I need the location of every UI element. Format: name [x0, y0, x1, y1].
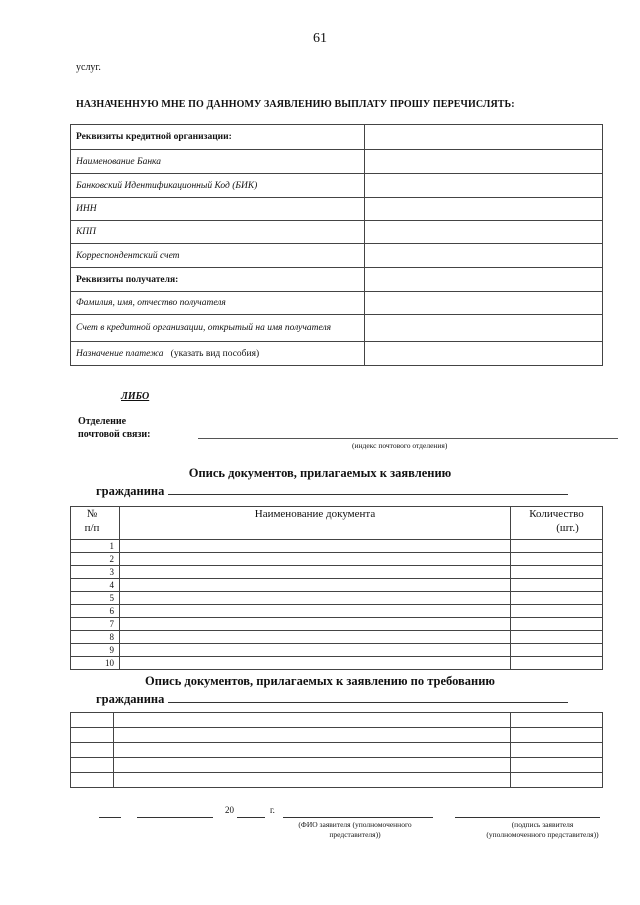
document-name-cell[interactable]: [114, 773, 511, 788]
document-name-cell[interactable]: [120, 553, 511, 566]
inventory-citizen-line: [96, 484, 568, 499]
table-row: [71, 540, 603, 553]
document-name-cell[interactable]: [114, 728, 511, 743]
recipient-name-label: Фамилия, имя, отчество получателя: [71, 292, 365, 315]
recipient-header-value[interactable]: [365, 268, 603, 292]
credit-org-header: Реквизиты кредитной организации:: [71, 125, 365, 150]
quantity-cell[interactable]: [511, 657, 603, 670]
bank-name-label: Наименование Банка: [71, 150, 365, 174]
quantity-cell[interactable]: [511, 728, 603, 743]
quantity-cell[interactable]: [511, 605, 603, 618]
table-row: [71, 631, 603, 644]
col-quantity-header-line2: (шт.): [556, 522, 579, 534]
kpp-field[interactable]: [365, 221, 603, 244]
quantity-cell[interactable]: [511, 758, 603, 773]
document-name-cell[interactable]: [120, 592, 511, 605]
table-row: [71, 644, 603, 657]
quantity-cell[interactable]: [511, 644, 603, 657]
document-name-cell[interactable]: [120, 579, 511, 592]
post-office-index-caption: (индекс почтового отделения): [352, 441, 448, 450]
year-prefix: 20: [225, 805, 234, 815]
row-number-cell[interactable]: [71, 713, 114, 728]
applicant-signature-field[interactable]: [455, 817, 600, 818]
row-number-cell[interactable]: [71, 758, 114, 773]
bik-label: Банковский Идентификационный Код (БИК): [71, 174, 365, 198]
applicant-name-caption-line2: представителя)): [329, 830, 381, 839]
document-name-cell[interactable]: [120, 618, 511, 631]
table-row: [71, 728, 603, 743]
table-row: [71, 657, 603, 670]
purpose-text: Назначение платежа: [76, 348, 164, 359]
applicant-signature-caption-line1: (подпись заявителя: [511, 820, 574, 829]
applicant-name-caption-line1: (ФИО заявителя (уполномоченного: [298, 820, 412, 829]
or-label: ЛИБО: [121, 391, 150, 402]
row-number: 6: [71, 605, 120, 618]
document-name-cell[interactable]: [120, 644, 511, 657]
inn-label: ИНН: [71, 198, 365, 221]
table-row: [71, 773, 603, 788]
document-name-cell[interactable]: [114, 743, 511, 758]
documents-inventory-table: [70, 506, 603, 670]
account-field[interactable]: [365, 315, 603, 342]
date-day-field[interactable]: [99, 817, 121, 818]
requested-documents-table: [70, 712, 603, 788]
row-number-cell[interactable]: [71, 743, 114, 758]
document-name-cell[interactable]: [120, 657, 511, 670]
inventory-citizen-name-field[interactable]: [168, 484, 568, 495]
row-number: 10: [71, 657, 120, 670]
credit-org-header-value[interactable]: [365, 125, 603, 150]
table-row: [71, 713, 603, 728]
col-quantity-header-line1: Количество: [529, 508, 584, 520]
table-row: [71, 618, 603, 631]
quantity-cell[interactable]: [511, 773, 603, 788]
col-number-header-line1: №: [86, 508, 98, 520]
kpp-label: КПП: [71, 221, 365, 244]
table-row: [71, 566, 603, 579]
quantity-cell[interactable]: [511, 566, 603, 579]
account-label: Счет в кредитной организации, открытый на имя получателя: [71, 315, 365, 342]
document-name-cell[interactable]: [120, 631, 511, 644]
post-office-label-line2: почтовой связи:: [78, 429, 151, 440]
post-office-label-line1: Отделение: [78, 416, 127, 427]
date-year-field[interactable]: [237, 817, 265, 818]
table-row: [71, 592, 603, 605]
document-name-cell[interactable]: [114, 758, 511, 773]
recipient-name-field[interactable]: [365, 292, 603, 315]
row-number: 5: [71, 592, 120, 605]
requested-inventory-title: Опись документов, прилагаемых к заявлению по требованию: [145, 674, 495, 688]
applicant-signature-caption: [455, 820, 630, 840]
row-number-cell[interactable]: [71, 728, 114, 743]
quantity-cell[interactable]: [511, 553, 603, 566]
requested-inventory-citizen-line: [96, 692, 568, 707]
quantity-cell[interactable]: [511, 631, 603, 644]
bik-field[interactable]: [365, 174, 603, 198]
quantity-cell[interactable]: [511, 618, 603, 631]
col-number-header-line2: п/п: [84, 522, 100, 534]
bank-name-field[interactable]: [365, 150, 603, 174]
inventory-citizen-label: гражданина: [96, 484, 165, 498]
row-number: 9: [71, 644, 120, 657]
inventory-title: Опись документов, прилагаемых к заявлению: [188, 466, 452, 480]
table-row: [71, 758, 603, 773]
purpose-field[interactable]: [365, 342, 603, 366]
row-number: 2: [71, 553, 120, 566]
table-row: [71, 579, 603, 592]
quantity-cell[interactable]: [511, 579, 603, 592]
bank-details-table: [70, 124, 603, 366]
table-row: [71, 743, 603, 758]
document-name-cell[interactable]: [120, 566, 511, 579]
corr-account-field[interactable]: [365, 244, 603, 268]
quantity-cell[interactable]: [511, 592, 603, 605]
purpose-note: (указать вид пособия): [170, 348, 260, 359]
quantity-cell[interactable]: [511, 743, 603, 758]
previous-page-continuation: услуг.: [76, 62, 101, 73]
page-number: 61: [313, 31, 327, 46]
col-number-header: [71, 507, 120, 540]
post-office-label: [78, 415, 151, 441]
date-month-field[interactable]: [137, 817, 213, 818]
col-document-name-header: Наименование документа: [120, 507, 511, 540]
table-row: [71, 605, 603, 618]
recipient-header: Реквизиты получателя:: [71, 268, 365, 292]
requested-inventory-citizen-name-field[interactable]: [168, 692, 568, 703]
document-name-cell[interactable]: [114, 713, 511, 728]
corr-account-label: Корреспондентский счет: [71, 244, 365, 268]
row-number-cell[interactable]: [71, 773, 114, 788]
applicant-name-field[interactable]: [283, 817, 433, 818]
quantity-cell[interactable]: [511, 540, 603, 553]
row-number: 3: [71, 566, 120, 579]
col-quantity-header: [511, 507, 603, 540]
row-number: 7: [71, 618, 120, 631]
payment-transfer-heading: НАЗНАЧЕННУЮ МНЕ ПО ДАННОМУ ЗАЯВЛЕНИЮ ВЫПЛАТУ ПРОШУ ПЕРЕЧИСЛЯТЬ:: [76, 99, 515, 110]
applicant-signature-caption-line2: (уполномоченного представителя)): [486, 830, 599, 839]
year-suffix: г.: [270, 805, 275, 815]
requested-inventory-citizen-label: гражданина: [96, 692, 165, 706]
quantity-cell[interactable]: [511, 713, 603, 728]
document-name-cell[interactable]: [120, 605, 511, 618]
purpose-label: [71, 342, 365, 366]
document-name-cell[interactable]: [120, 540, 511, 553]
row-number: 1: [71, 540, 120, 553]
applicant-name-caption: [270, 820, 440, 840]
inn-field[interactable]: [365, 198, 603, 221]
table-row: [71, 553, 603, 566]
row-number: 8: [71, 631, 120, 644]
row-number: 4: [71, 579, 120, 592]
post-office-index-line[interactable]: [198, 438, 618, 439]
